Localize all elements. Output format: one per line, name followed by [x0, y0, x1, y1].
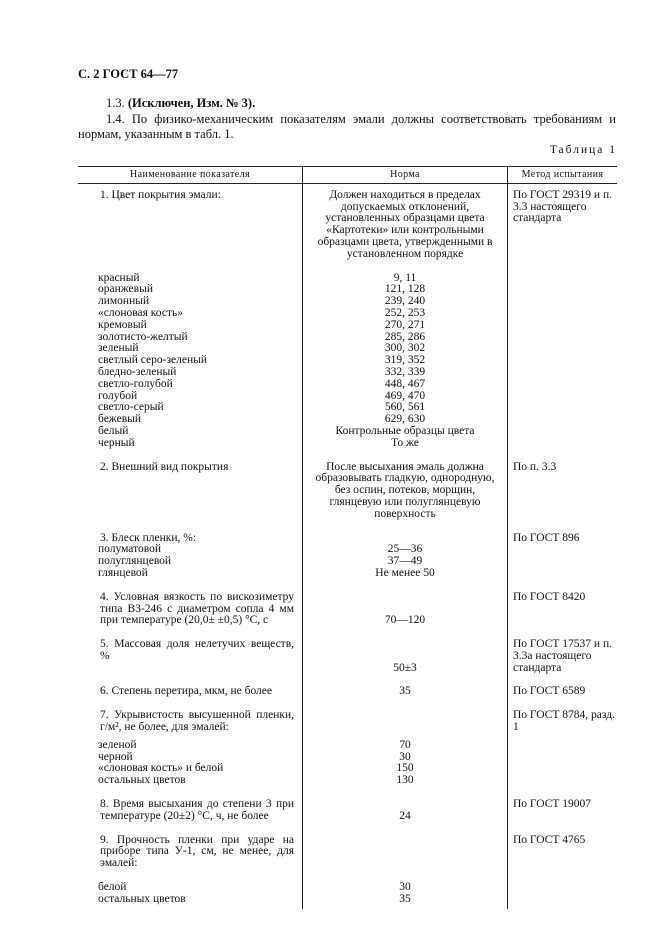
color-code: То же — [303, 438, 508, 450]
color-name: зеленый — [98, 342, 139, 355]
row-4-method: По ГОСТ 8420 — [513, 590, 586, 603]
hiding-value: 70 — [303, 740, 508, 752]
column-header-method: Метод испытания — [508, 167, 618, 184]
gloss-value: Не менее 50 — [303, 568, 508, 580]
hiding-value: 130 — [303, 775, 508, 787]
row-2-method: По п. 3.3 — [513, 460, 557, 473]
color-name: белый — [98, 424, 129, 437]
table-row — [78, 710, 617, 734]
row-6-norm: 35 — [303, 686, 508, 698]
page-header: С. 2 ГОСТ 64—77 — [78, 67, 179, 81]
table-row — [78, 332, 617, 344]
impact-value: 35 — [303, 894, 508, 909]
table-row — [78, 799, 617, 823]
hiding-value: 150 — [303, 763, 508, 775]
table-row — [78, 273, 617, 285]
table-row — [78, 568, 617, 580]
color-name: голубой — [98, 389, 138, 402]
gloss-type: глянцевой — [98, 566, 148, 579]
table-row — [78, 308, 617, 320]
column-header-norm: Норма — [303, 167, 508, 184]
color-name: красный — [98, 271, 140, 284]
color-code: 560, 561 — [303, 402, 508, 414]
color-name: «слоновая кость» — [98, 306, 183, 319]
row-8-norm: 24 — [303, 799, 508, 823]
row-1-norm: Должен находиться в пределах допускаемых отклонений, установленных образцами цвета «Картотеки» или контрольными образцами цвета, утвержденными в установленном порядке — [303, 190, 508, 261]
gloss-value: 37—49 — [303, 556, 508, 568]
paragraph-1-3 — [78, 96, 616, 111]
row-6-method: По ГОСТ 6589 — [513, 685, 586, 698]
color-code: 629, 630 — [303, 414, 508, 426]
row-2-name: 2. Внешний вид покрытия — [100, 460, 229, 473]
color-name: оранжевый — [98, 283, 153, 296]
color-code: 9, 11 — [303, 273, 508, 285]
row-2-norm: После высыхания эмаль должна образовывать гладкую, однородную, без оспин, потеков, морщин, глянцевую или полуглянцевую поверхность — [303, 462, 508, 521]
hiding-value: 30 — [303, 752, 508, 764]
paragraph-1-3-text: (Исключен, Изм. № 3). — [127, 96, 256, 110]
row-4-name: 4. Условная вязкость по вискозиметру типа ВЗ-246 с диаметром сопла 4 мм при температуре (20,0± ±0,5) °С, с — [100, 590, 294, 627]
row-4-norm: 70—120 — [303, 592, 508, 627]
paragraph-1-4: 1.4. По физико-механическим показателям эмали должны соответствовать требованиям и нормам, указанным в табл. 1. — [78, 112, 616, 141]
color-code: 252, 253 — [303, 308, 508, 320]
enamel-type: «слоновая кость» и белой — [98, 762, 224, 775]
color-code: 239, 240 — [303, 296, 508, 308]
impact-value: 30 — [303, 882, 508, 894]
row-3-method: По ГОСТ 896 — [513, 531, 580, 544]
row-5-method: По ГОСТ 17537 и п. 3.3а настоящего стандарта — [513, 638, 612, 674]
color-name: кремовый — [98, 318, 147, 331]
table-row — [78, 367, 617, 379]
table-row — [78, 556, 617, 568]
row-1-name: 1. Цвет покрытия эмали: — [100, 188, 221, 201]
row-5-norm: 50±3 — [303, 639, 508, 674]
table-row — [78, 190, 617, 261]
color-code: 319, 352 — [303, 355, 508, 367]
table-row — [78, 402, 617, 414]
table-row — [78, 835, 617, 870]
color-code: 270, 271 — [303, 320, 508, 332]
table-row — [78, 894, 617, 909]
table-row — [78, 284, 617, 296]
row-9-method: По ГОСТ 4765 — [513, 833, 586, 846]
table-row — [78, 462, 617, 521]
properties-table — [78, 166, 617, 909]
row-8-method: По ГОСТ 19007 — [513, 798, 592, 811]
gloss-type: полуглянцевой — [98, 555, 172, 568]
color-name: бледно-зеленый — [98, 365, 177, 378]
enamel-type: белой — [98, 881, 127, 894]
table-row — [78, 426, 617, 438]
row-9-name: 9. Прочность пленки при ударе на приборе типа У-1, см, не менее, для эмалей: — [100, 833, 294, 870]
paragraph-1-3-number: 1.3. — [106, 96, 125, 110]
color-code: 121, 128 — [303, 284, 508, 296]
row-5-name: 5. Массовая доля нелетучих веществ, % — [100, 638, 294, 662]
color-code: Контрольные образцы цвета — [303, 426, 508, 438]
color-code: 285, 286 — [303, 332, 508, 344]
enamel-type: остальных цветов — [98, 892, 186, 905]
color-name: лимонный — [98, 295, 150, 308]
color-name: светлый серо-зеленый — [98, 354, 208, 367]
row-8-name: 8. Время высыхания до степени 3 при температуре (20±2) °С, ч, не более — [100, 798, 294, 822]
column-header-name: Наименование показателя — [78, 167, 303, 184]
row-7-name: 7. Укрывистость высушенной пленки, г/м², не более, для эмалей: — [100, 709, 294, 734]
color-name: золотисто-желтый — [98, 330, 188, 343]
table-row — [78, 686, 617, 698]
color-code: 448, 467 — [303, 379, 508, 391]
color-name: светло-серый — [98, 401, 164, 414]
color-name: бежевый — [98, 413, 142, 426]
table-row — [78, 639, 617, 674]
color-name: черный — [98, 436, 135, 449]
row-3-name: 3. Блеск пленки, %: — [100, 531, 197, 544]
table-row — [78, 592, 617, 627]
gloss-type: полуматовой — [98, 543, 161, 556]
color-code: 469, 470 — [303, 391, 508, 403]
enamel-type: черной — [98, 750, 133, 763]
color-code: 300, 302 — [303, 343, 508, 355]
row-7-method: По ГОСТ 8784, разд. 1 — [513, 709, 615, 734]
table-header-row — [78, 167, 617, 184]
table-row — [78, 438, 617, 450]
gloss-value: 25—36 — [303, 544, 508, 556]
row-1-method: По ГОСТ 29319 и п. 3.3 настоящего стандарта — [513, 188, 612, 225]
table-row — [78, 775, 617, 787]
enamel-type: зеленой — [98, 738, 137, 751]
color-name: светло-голубой — [98, 377, 173, 390]
enamel-type: остальных цветов — [98, 774, 186, 787]
table-row — [78, 740, 617, 752]
table-row — [78, 379, 617, 391]
row-6-name: 6. Степень перетира, мкм, не более — [100, 685, 273, 698]
color-code: 332, 339 — [303, 367, 508, 379]
table-row — [78, 320, 617, 332]
table-label: Таблица 1 — [549, 144, 617, 156]
